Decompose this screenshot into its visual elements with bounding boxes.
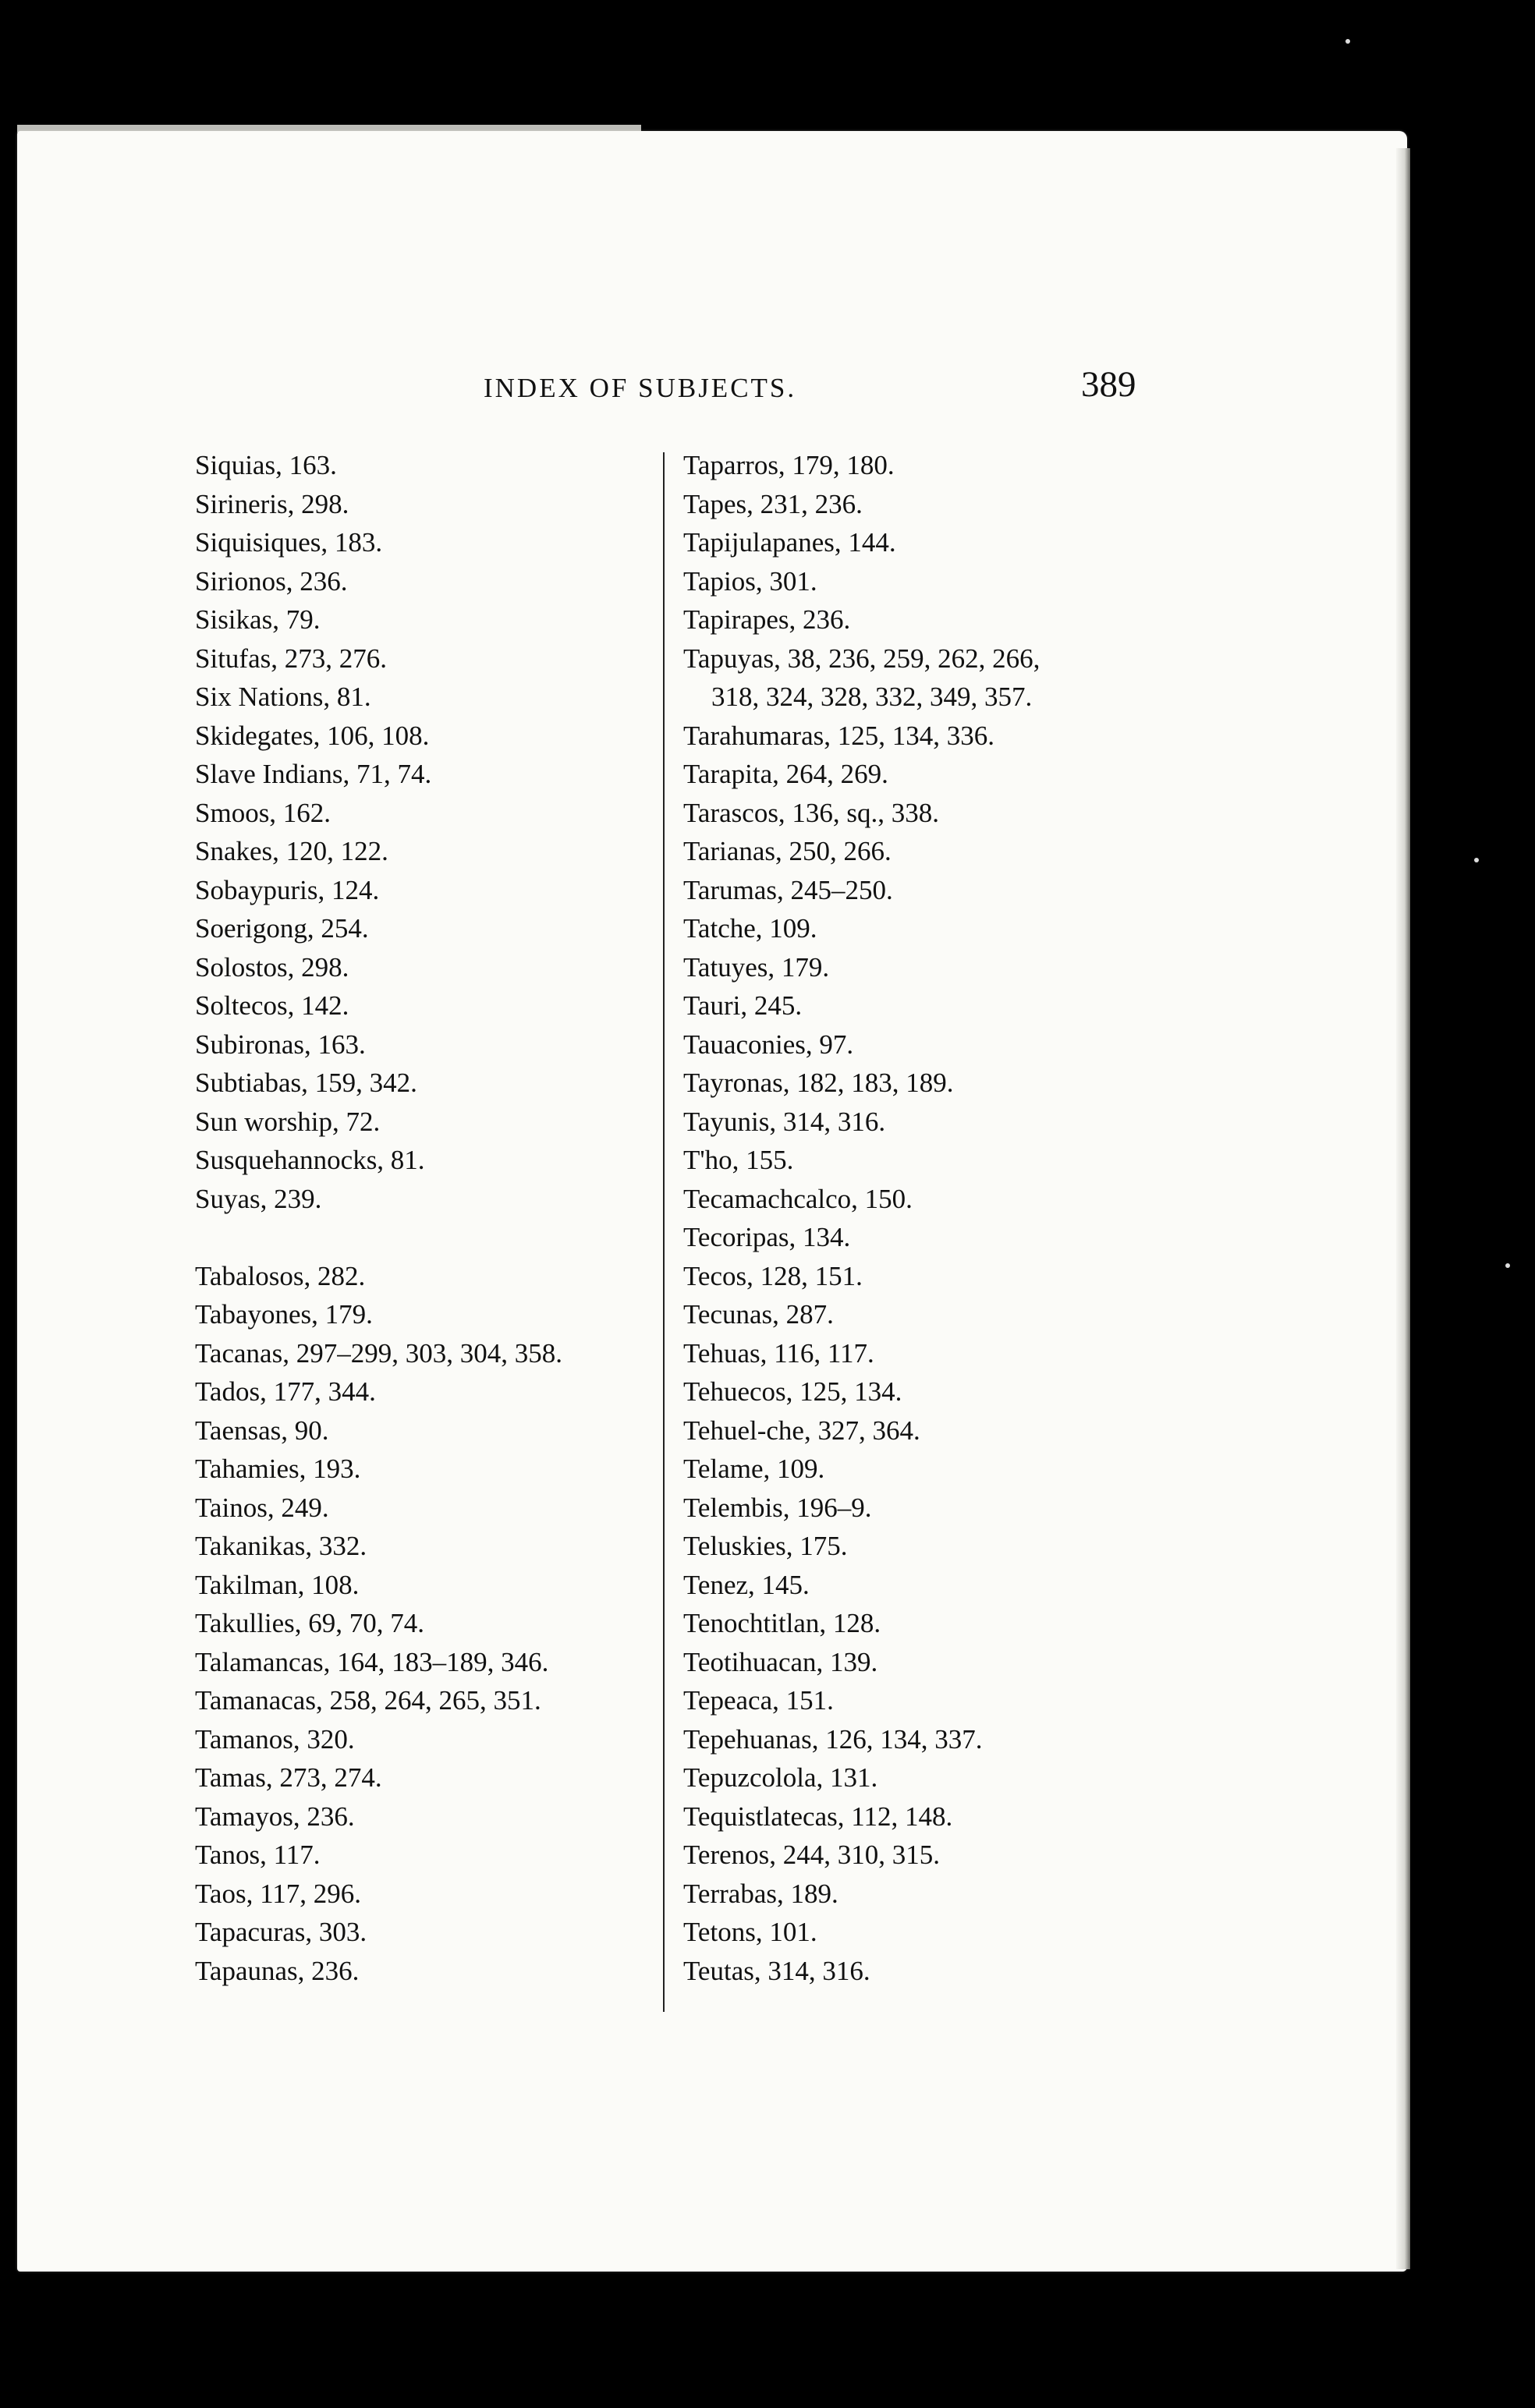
index-entry: Sirineris, 298. [195, 488, 349, 519]
index-entry: Sobaypuris, 124. [195, 874, 380, 905]
index-entry: Subironas, 163. [195, 1029, 366, 1060]
index-entry: Soerigong, 254. [195, 913, 369, 944]
index-entry: Tabayones, 179. [195, 1299, 373, 1330]
index-entry: Tecos, 128, 151. [683, 1260, 863, 1291]
index-entry-continuation: 318, 324, 328, 332, 349, 357. [711, 682, 1033, 712]
index-entry: Tecoripas, 134. [683, 1222, 851, 1252]
index-entry: Tenochtitlan, 128. [683, 1608, 881, 1638]
index-entry: Siquias, 163. [195, 450, 337, 480]
paper-right-edge [1396, 148, 1410, 2269]
index-entry: Tamanacas, 258, 264, 265, 351. [195, 1685, 541, 1716]
index-entry: Terrabas, 189. [683, 1878, 838, 1909]
index-entry: Siquisiques, 183. [195, 527, 383, 558]
index-entry: Tarascos, 136, sq., 338. [683, 797, 940, 828]
index-entry: Tapijulapanes, 144. [683, 527, 896, 558]
index-entry: Takanikas, 332. [195, 1531, 367, 1561]
index-entry: Tapaunas, 236. [195, 1955, 360, 1986]
index-entry: Tauaconies, 97. [683, 1029, 854, 1060]
index-entry: Susquehannocks, 81. [195, 1145, 425, 1175]
index-entry: Suyas, 239. [195, 1183, 322, 1214]
index-entry: Solostos, 298. [195, 951, 349, 983]
index-entry: Tepehuanas, 126, 134, 337. [683, 1723, 983, 1755]
index-entry: Talamancas, 164, 183–189, 346. [195, 1646, 549, 1677]
index-entry: Tacanas, 297–299, 303, 304, 358. [195, 1337, 562, 1369]
index-entry: Tamas, 273, 274. [195, 1762, 382, 1793]
index-entry: Tados, 177, 344. [195, 1376, 376, 1407]
index-entry: Tapacuras, 303. [195, 1917, 367, 1947]
index-entry: Snakes, 120, 122. [195, 836, 388, 866]
dust-speck [1474, 858, 1479, 862]
index-entry: Tabalosos, 282. [195, 1260, 366, 1291]
index-entry: Tayronas, 182, 183, 189. [683, 1068, 954, 1098]
running-head: INDEX OF SUBJECTS. [484, 373, 797, 403]
index-entry: Taensas, 90. [195, 1415, 329, 1446]
index-entry: Tecamachcalco, 150. [683, 1183, 913, 1214]
index-entry: Tequistlatecas, 112, 148. [683, 1801, 953, 1832]
index-entry: Tapes, 231, 236. [683, 488, 863, 519]
index-entry: Tainos, 249. [195, 1492, 329, 1523]
index-entry: Six Nations, 81. [195, 682, 371, 712]
index-entry: Tarianas, 250, 266. [683, 836, 892, 866]
index-entry: Tapirapes, 236. [683, 604, 851, 635]
index-entry: Tamayos, 236. [195, 1801, 355, 1832]
index-entry: Smoos, 162. [195, 797, 331, 828]
index-entry: Tatche, 109. [683, 913, 817, 944]
index-entry: Slave Indians, 71, 74. [195, 759, 432, 789]
index-entry: Tetons, 101. [683, 1917, 817, 1947]
index-entry: Telembis, 196–9. [683, 1492, 872, 1523]
index-entry: Tehuel-che, 327, 364. [683, 1415, 920, 1446]
index-entry: Tatuyes, 179. [683, 951, 830, 983]
index-entry: Tauri, 245. [683, 990, 803, 1021]
section-gap [195, 1218, 632, 1257]
index-entry: Tepeaca, 151. [683, 1685, 834, 1716]
index-entry: Tayunis, 314, 316. [683, 1106, 886, 1137]
index-entry: Tepuzcolola, 131. [683, 1762, 878, 1793]
index-entry: Sirionos, 236. [195, 565, 348, 597]
column-divider [663, 452, 665, 2012]
index-entry: Taos, 117, 296. [195, 1878, 362, 1909]
index-entry: Tapuyas, 38, 236, 259, 262, 266, [683, 643, 1040, 674]
index-column-left [195, 446, 632, 1990]
index-entry: Tarumas, 245–250. [683, 874, 893, 905]
dust-speck [1345, 39, 1350, 44]
index-entry: Skidegates, 106, 108. [195, 720, 430, 751]
index-entry: Takilman, 108. [195, 1569, 360, 1600]
index-entry: Telame, 109. [683, 1454, 825, 1484]
index-entry: Teotihuacan, 139. [683, 1646, 878, 1677]
index-entry: Teluskies, 175. [683, 1531, 848, 1561]
dust-speck [1505, 1263, 1510, 1268]
index-entry: Terenos, 244, 310, 315. [683, 1840, 941, 1870]
index-entry: Tecunas, 287. [683, 1299, 834, 1330]
index-entry: T'ho, 155. [683, 1145, 794, 1175]
index-entry: Takullies, 69, 70, 74. [195, 1608, 425, 1638]
index-entry: Sisikas, 79. [195, 604, 321, 635]
index-column-right [683, 446, 1182, 1990]
index-entry: Tehuecos, 125, 134. [683, 1376, 902, 1407]
index-entry: Subtiabas, 159, 342. [195, 1068, 417, 1098]
index-entry: Tamanos, 320. [195, 1723, 355, 1755]
index-entry: Sun worship, 72. [195, 1106, 381, 1137]
index-entry: Soltecos, 142. [195, 990, 349, 1021]
index-entry: Tarahumaras, 125, 134, 336. [683, 720, 994, 751]
index-entry: Tanos, 117. [195, 1840, 321, 1870]
page-number: 389 [1081, 364, 1136, 405]
index-entry: Taparros, 179, 180. [683, 450, 895, 480]
index-entry: Tarapita, 264, 269. [683, 759, 888, 789]
index-entry: Tehuas, 116, 117. [683, 1337, 874, 1369]
index-entry: Teutas, 314, 316. [683, 1955, 870, 1986]
index-entry: Situfas, 273, 276. [195, 643, 387, 674]
index-entry: Tahamies, 193. [195, 1454, 361, 1484]
index-entry: Tapios, 301. [683, 565, 817, 597]
index-entry: Tenez, 145. [683, 1569, 810, 1600]
